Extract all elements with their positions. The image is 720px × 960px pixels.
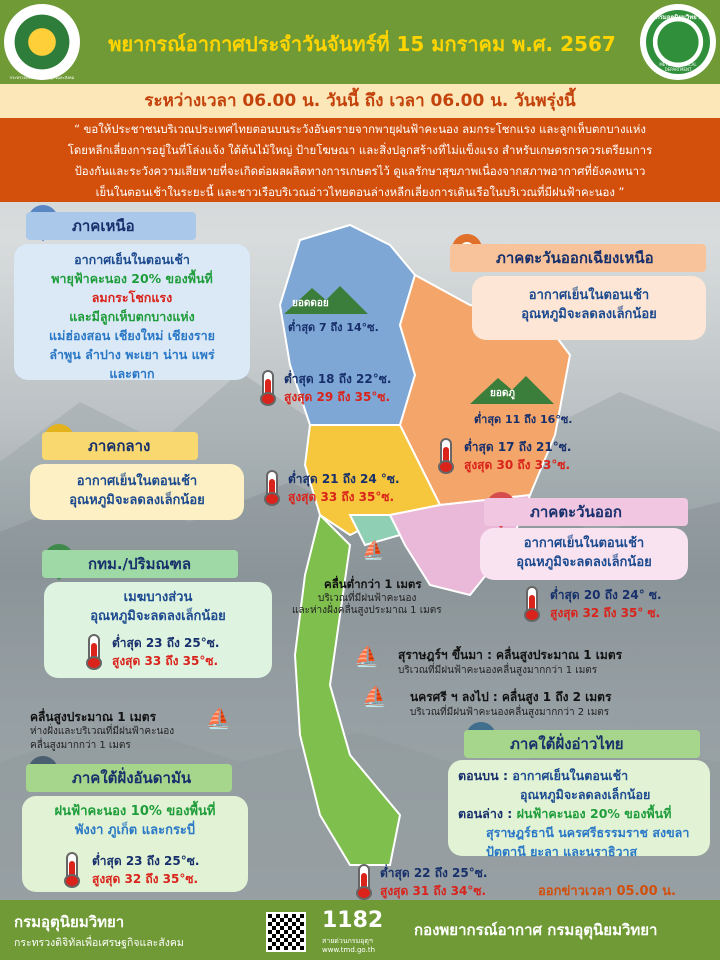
south-andaman-thermometer-icon: [66, 852, 78, 882]
footer-dept: กรมอุตุนิยมวิทยา: [14, 913, 125, 931]
east-banner: ภาคตะวันออก: [484, 498, 688, 526]
page-title: พยากรณ์อากาศประจำวันจันทร์ที่ 15 มกราคม พ.ศ. 2567: [108, 32, 616, 56]
northeast-max-temp: สูงสุด 30 ถึง 33°ซ.: [464, 458, 571, 472]
central-banner: ภาคกลาง: [42, 432, 198, 460]
central-min-temp: ต่ำสุด 21 ถึง 24 °ซ.: [288, 472, 400, 486]
north-min-temp: ต่ำสุด 18 ถึง 22°ซ.: [284, 372, 392, 386]
andaman-wave-sub2: คลื่นสูงมากกว่า 1 เมตร: [30, 740, 131, 751]
footer-hotline-label: สายด่วนกรมอุตุฯ: [322, 937, 373, 945]
northeast-banner: ภาคตะวันออกเฉียงเหนือ: [450, 244, 706, 272]
south-gulf-banner: ภาคใต้ฝั่งอ่าวไทย: [464, 730, 700, 758]
central-thermometer-icon: [266, 470, 278, 500]
east-thermometer-icon: [526, 586, 538, 616]
andaman-wave-sub1: ห่างฝั่งและบริเวณที่มีฝนฟ้าคะนอง: [30, 726, 175, 737]
ministry-logo: [4, 4, 80, 80]
south-andaman-line1: ฝนฟ้าคะนอง 10% ของพื้นที่: [54, 804, 216, 819]
bangkok-banner: กทม./ปริมณฑล: [42, 550, 238, 578]
south-andaman-max-temp: สูงสุด 32 ถึง 35°ซ.: [92, 872, 199, 886]
north-line3: ลมกระโชกแรง: [91, 290, 173, 305]
south-gulf-box: [448, 760, 710, 859]
northeast-box: [472, 276, 706, 340]
warning-line: “ ขอให้ประชาชนบริเวณประเทศไทยตอนบนระวังอันตรายจากพายุฝนฟ้าคะนอง ลมกระโชกแรง และลูกเห็บตกบางแห่ง: [74, 122, 646, 136]
northeast-line1: อากาศเย็นในตอนเช้า: [528, 288, 650, 303]
central-line1: อากาศเย็นในตอนเช้า: [76, 474, 198, 489]
tmd-logo-text: กรมอุตุนิยมวิทยา: [655, 14, 701, 21]
north-peak-temp: ต่ำสุด 7 ถึง 14°ซ.: [288, 321, 379, 334]
warning-line: ป้องกันและระวังความเสียหายที่จะเกิดต่อผลผลิตทางการเกษตรไว้ ดูแลรักษาสุขภาพเนื่องจากสภาพอากาศที่ยังคงหนาว: [74, 164, 646, 178]
footer-website[interactable]: www.tmd.go.th: [322, 946, 375, 954]
south-gulf-max-temp: สูงสุด 31 ถึง 34°ซ.: [380, 884, 487, 898]
east-min-temp: ต่ำสุด 20 ถึง 24° ซ.: [550, 588, 662, 602]
tmd-logo: [640, 4, 716, 80]
boat-icon: ⛵: [362, 540, 385, 561]
boat-icon: ⛵: [206, 706, 231, 730]
south-andaman-min-temp: ต่ำสุด 23 ถึง 25°ซ.: [92, 854, 200, 868]
northeast-peak-label: ยอดภู: [490, 388, 515, 399]
warning-line: เย็นในตอนเช้าในระยะนี้ และชาวเรือบริเวณอ่าวไทยตอนล่างหลีกเลี่ยงการเดินเรือในบริเวณที่มีฝนฟ้าคะนอง ”: [95, 185, 625, 199]
northeast-line2: อุณหภูมิจะลดลงเล็กน้อย: [521, 307, 657, 322]
central-max-temp: สูงสุด 33 ถึง 35°ซ.: [288, 490, 395, 504]
north-line5: แม่ฮ่องสอน เชียงใหม่ เชียงราย: [49, 328, 215, 343]
upper-gulf-wave-sub2: และห่างฝั่งคลื่นสูงประมาณ 1 เมตร: [292, 605, 442, 616]
footer-division: กองพยากรณ์อากาศ กรมอุตุนิยมวิทยา: [414, 921, 658, 939]
north-max-temp: สูงสุด 29 ถึง 35°ซ.: [284, 390, 391, 404]
northeast-thermometer-icon: [440, 438, 452, 468]
bangkok-line1: เมฆบางส่วน: [123, 590, 193, 605]
northeast-min-temp: ต่ำสุด 17 ถึง 21°ซ.: [464, 440, 572, 454]
south-gulf-lower-label: ตอนล่าง :: [458, 806, 513, 821]
north-line6: ลำพูน ลำปาง พะเยา น่าน แพร่: [49, 347, 215, 362]
andaman-wave-title: คลื่นสูงประมาณ 1 เมตร: [30, 710, 157, 724]
bangkok-thermometer-icon: [88, 634, 100, 664]
issue-time: ออกข่าวเวลา 05.00 น.: [538, 884, 676, 899]
nakhon-wave-title: นครศรี ฯ ลงไป : คลื่นสูง 1 ถึง 2 เมตร: [410, 690, 612, 704]
footer-hotline: 1182: [322, 908, 384, 933]
east-line1: อากาศเย็นในตอนเช้า: [523, 536, 645, 551]
north-box: [14, 244, 250, 380]
footer-bar: [0, 900, 720, 960]
upper-gulf-wave-sub1: บริเวณที่มีฝนฟ้าคะนอง: [318, 593, 417, 604]
central-line2: อุณหภูมิจะลดลงเล็กน้อย: [69, 493, 205, 508]
upper-gulf-wave-title: คลื่นต่ำกว่า 1 เมตร: [324, 577, 422, 591]
tmd-logo-subtext: METEOROLOGICAL DEPARTMENT: [659, 62, 697, 72]
northeast-peak-temp: ต่ำสุด 11 ถึง 16°ซ.: [474, 413, 573, 426]
warning-box: [0, 118, 720, 202]
south-gulf-lower-line1: ฝนฟ้าคะนอง 20% ของพื้นที่: [516, 806, 672, 821]
boat-icon: ⛵: [362, 684, 387, 708]
south-gulf-thermometer-icon: [358, 864, 370, 894]
time-range-bar: ระหว่างเวลา 06.00 น. วันนี้ ถึง เวลา 06.00 น. วันพรุ่งนี้: [0, 84, 720, 118]
central-box: [30, 464, 244, 520]
south-gulf-lower-line3: ปัตตานี ยะลา และนราธิวาส: [486, 844, 638, 859]
north-banner: ภาคเหนือ: [26, 212, 196, 240]
south-andaman-banner: ภาคใต้ฝั่งอันดามัน: [26, 764, 232, 792]
south-gulf-upper-line2: อุณหภูมิจะลดลงเล็กน้อย: [520, 787, 651, 802]
south-gulf-lower-line2: สุราษฎร์ธานี นครศรีธรรมราช สงขลา: [486, 825, 690, 840]
bangkok-min-temp: ต่ำสุด 23 ถึง 25°ซ.: [112, 636, 220, 650]
south-gulf-min-temp: ต่ำสุด 22 ถึง 25°ซ.: [380, 866, 488, 880]
north-line4: และมีลูกเห็บตกบางแห่ง: [69, 309, 195, 324]
boat-icon: ⛵: [354, 644, 379, 668]
north-thermometer-icon: [262, 370, 274, 400]
south-gulf-upper-label: ตอนบน :: [458, 768, 508, 783]
nakhon-wave-sub: บริเวณที่มีฝนฟ้าคะนองคลื่นสูงมากกว่า 2 เมตร: [410, 707, 610, 718]
south-andaman-line2: พังงา ภูเก็ต และกระบี่: [74, 823, 196, 838]
north-peak-label: ยอดดอย: [292, 298, 329, 309]
north-line7: และตาก: [109, 366, 155, 381]
qr-code-icon[interactable]: [266, 912, 306, 952]
bangkok-max-temp: สูงสุด 33 ถึง 35°ซ.: [112, 654, 219, 668]
ministry-logo-text: กระทรวงดิจิทัลเพื่อเศรษฐกิจและสังคม: [9, 75, 75, 80]
north-line1: อากาศเย็นในตอนเช้า: [74, 252, 190, 267]
bangkok-line2: อุณหภูมิจะลดลงเล็กน้อย: [90, 609, 226, 624]
footer-ministry: กระทรวงดิจิทัลเพื่อเศรษฐกิจและสังคม: [14, 937, 184, 949]
south-gulf-upper-line1: อากาศเย็นในตอนเช้า: [512, 768, 629, 783]
east-box: [480, 528, 688, 580]
east-line2: อุณหภูมิจะลดลงเล็กน้อย: [516, 555, 652, 570]
surat-wave-sub: บริเวณที่มีฝนฟ้าคะนองคลื่นสูงมากกว่า 1 เมตร: [398, 665, 598, 676]
north-line2: พายุฟ้าคะนอง 20% ของพื้นที่: [51, 271, 213, 286]
surat-wave-title: สุราษฎร์ฯ ขึ้นมา : คลื่นสูงประมาณ 1 เมตร: [398, 648, 623, 662]
east-max-temp: สูงสุด 32 ถึง 35° ซ.: [550, 606, 661, 620]
warning-line: โดยหลีกเลี่ยงการอยู่ในที่โล่งแจ้ง ใต้ต้นไม้ใหญ่ ป้ายโฆษณา และสิ่งปลูกสร้างที่ไม่แข็งแรง สำหรับเกษตรกรควรเตรียมการ: [67, 143, 653, 157]
